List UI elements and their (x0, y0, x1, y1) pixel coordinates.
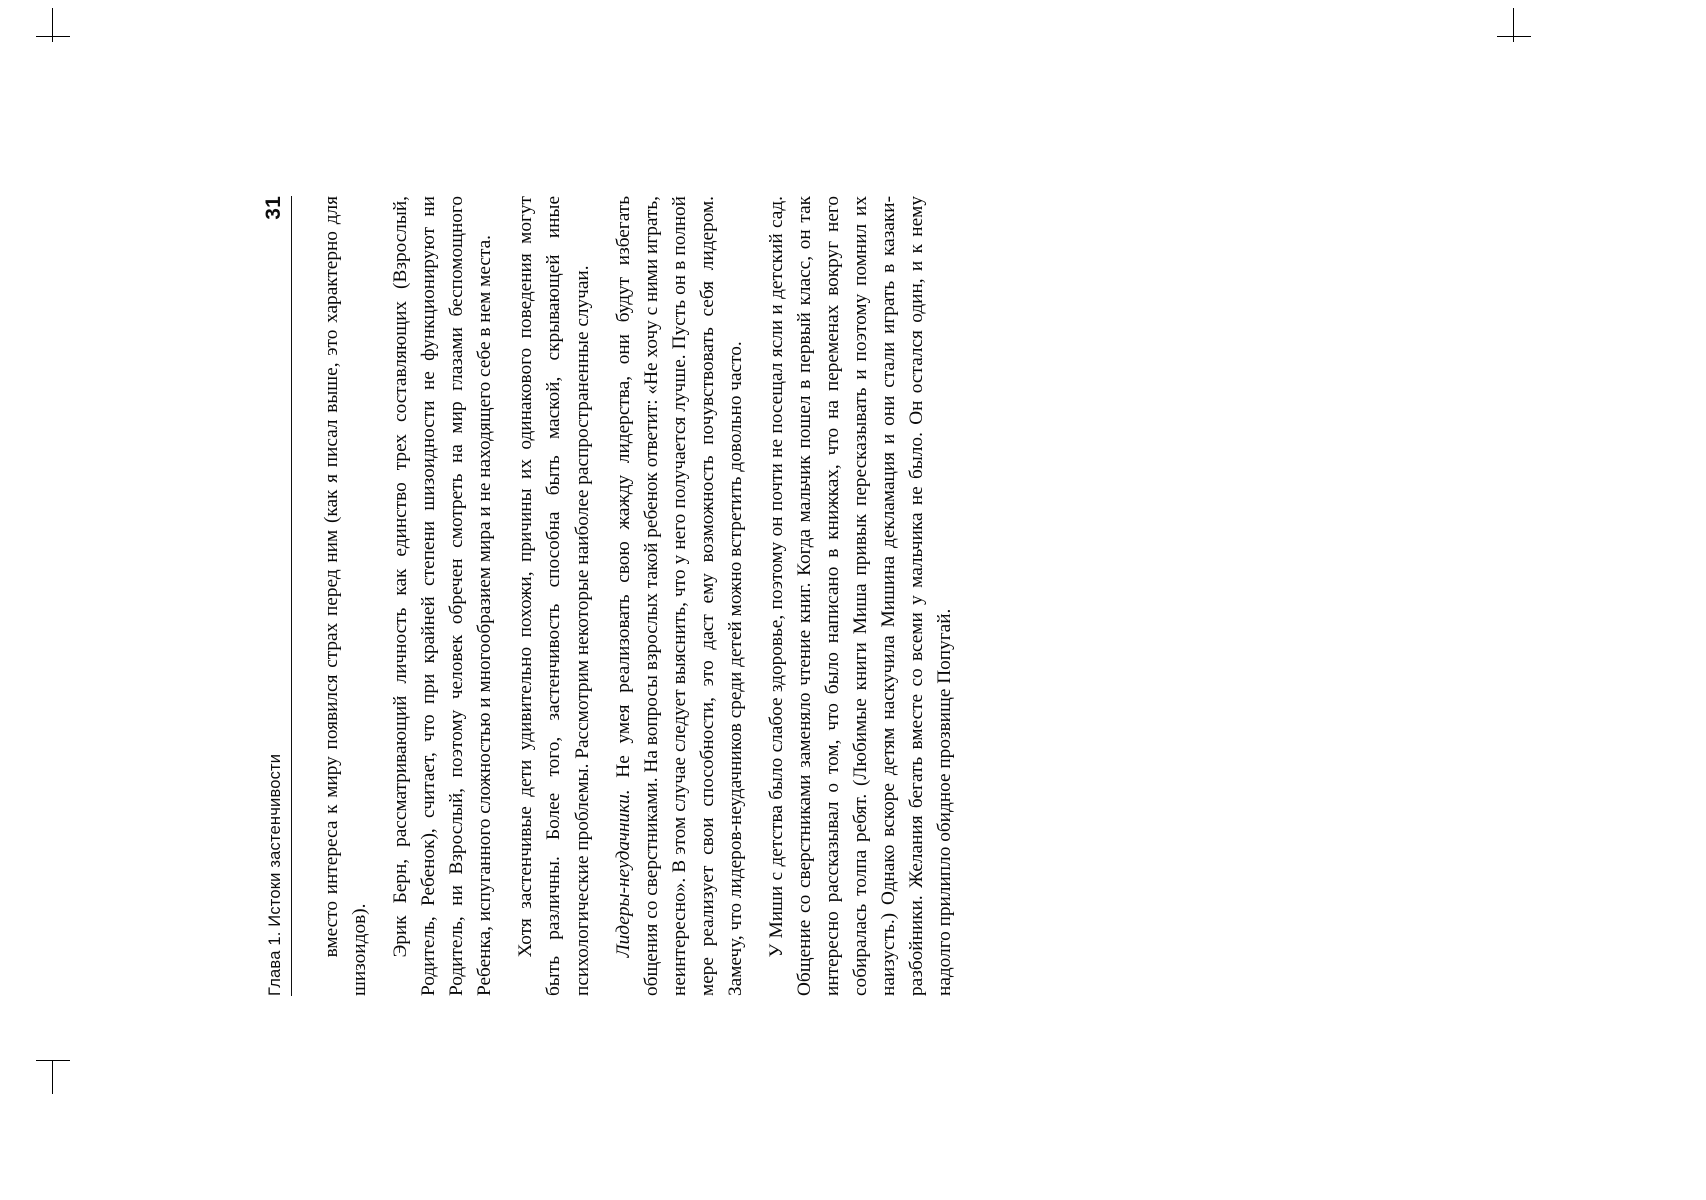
paragraph-text: Хотя застенчивые дети удивительно похожи, причины их одинакового поведения могут быть различны. Более того, застенчивость способна быть маской, скрывающей иные психологические проблемы. Рассмотрим некоторые наиболее распространенные случаи. (515, 196, 593, 996)
paragraph-text: Эрик Берн, рассматривающий личность как единство трех составляющих (Взрослый, Родитель, Ребенок), считает, что при крайней степени шизоидности не функционируют ни Родитель, ни Взрослый, поэтому человек обречен смотреть на мир глазами беспомощного Ребенка, испуганного сложностью и многообразием мира и не находящего себе в нем места. (390, 196, 496, 996)
page-number: 31 (262, 196, 285, 220)
paragraph (387, 196, 499, 996)
paragraph (318, 196, 374, 996)
paragraph-text: У Миши с детства было слабое здоровье, поэтому он почти не посещал ясли и детский сад. Общение со сверстниками заменяло чтение книг. Когда мальчик пошел в первый класс, он так интересно рассказывал о том, что было написано в книжках, что на переменах вокруг него собиралась толпа ребят. (Любимые книги Миша привык пересказывать и поэтому помнил их наизусть.) Однако вскоре детям наскучила Мишина декламация и они стали играть в казаки-разбойники. Желания бегать вместе со всеми у мальчика не было. Он остался один, и к нему надолго прилипло обидное прозвище Попугай. (765, 196, 956, 996)
crop-mark-top-left-horizontal (36, 36, 70, 37)
run-in-heading: Лидеры-неудачники. (612, 777, 634, 958)
paragraph (512, 196, 596, 996)
running-head (262, 196, 291, 996)
paragraph-with-run-in-heading (610, 196, 750, 996)
paragraph (763, 196, 959, 996)
running-head-chapter: Глава 1. Истоки застенчивости (266, 753, 284, 996)
paragraph-text: Не умея реализовать свою жажду лидерства, они будут избегать общения со сверстниками. На вопросы взрослых такой ребенок ответит: «Не хочу с ними играть, неинтересно». В этом случае следует выяснить, что у него получается лучше. Пусть он в полной мере реализует свои способности, это даст ему возможность почувствовать себя лидером. Замечу, что лидеров-неудачников среди детей можно встретить довольно часто. (612, 196, 746, 996)
running-head-rule (291, 196, 292, 996)
paragraph-text: вместо интереса к миру появился страх перед ним (как я писал выше, это характерно для шизоидов). (321, 196, 371, 996)
crop-mark-top-right-horizontal (1497, 36, 1531, 37)
crop-mark-bottom-left-vertical (52, 1060, 53, 1094)
scanned-page (138, 92, 1568, 1108)
body-text-column (318, 196, 959, 996)
page-content-area (262, 196, 1442, 996)
crop-mark-bottom-left-horizontal (36, 1060, 70, 1061)
